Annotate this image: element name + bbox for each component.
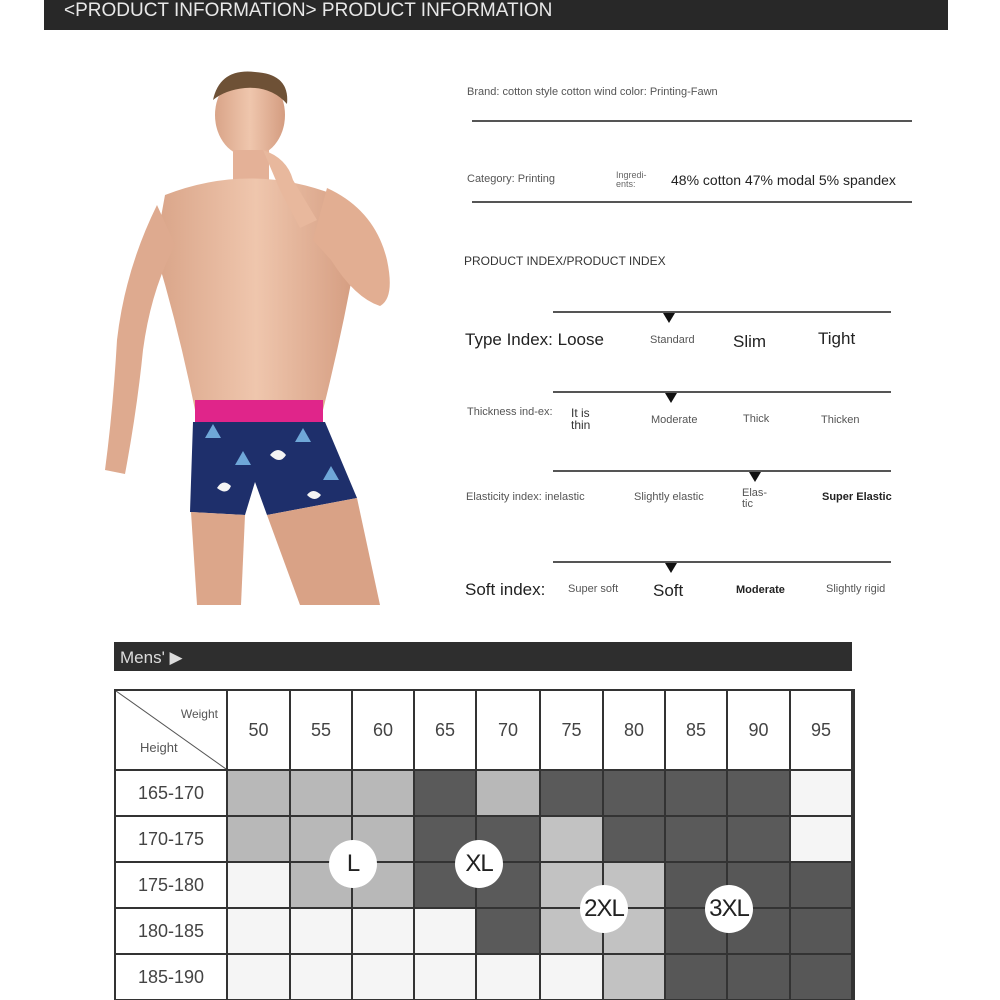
size-cell — [291, 771, 351, 815]
type-index-label: Type Index: Loose — [465, 330, 604, 349]
ingredients-label: Ingredi-ents: — [616, 170, 647, 189]
weight-header: 85 — [666, 691, 726, 769]
thickness-option-thicken: Thicken — [821, 414, 860, 426]
type-option-tight: Tight — [818, 329, 856, 348]
size-badge: L — [329, 840, 377, 888]
elasticity-index-marker — [749, 472, 761, 482]
weight-header: 80 — [604, 691, 664, 769]
weight-header: 75 — [541, 691, 602, 769]
size-cell — [291, 909, 351, 953]
weight-header: 50 — [228, 691, 289, 769]
weight-header: 60 — [353, 691, 413, 769]
elasticity-index-label: Elasticity index: inelastic — [466, 491, 585, 503]
size-cell — [791, 817, 851, 861]
size-badge: 3XL — [705, 885, 753, 933]
size-cell — [477, 955, 539, 999]
corner-weight-label: Weight — [180, 707, 218, 721]
corner-diagonal — [116, 691, 226, 769]
page-banner: <PRODUCT INFORMATION> PRODUCT INFORMATION — [44, 0, 948, 30]
type-index-marker — [663, 313, 675, 323]
size-cell — [541, 817, 602, 861]
size-cell — [415, 771, 475, 815]
height-row-label: 165-170 — [116, 771, 226, 815]
weight-header: 65 — [415, 691, 475, 769]
size-badge: XL — [455, 840, 503, 888]
type-index-scale — [553, 311, 891, 313]
size-cell — [791, 863, 851, 907]
type-option-standard: Standard — [650, 334, 695, 346]
soft-index-scale — [553, 561, 891, 563]
height-row-label: 180-185 — [116, 909, 226, 953]
soft-option-moderate: Moderate — [736, 584, 785, 596]
weight-header: 55 — [291, 691, 351, 769]
size-cell — [541, 771, 602, 815]
size-cell — [477, 771, 539, 815]
size-cell — [228, 909, 289, 953]
size-cell — [728, 955, 789, 999]
soft-option-slightly-rigid: Slightly rigid — [826, 583, 886, 595]
size-cell — [666, 771, 726, 815]
elasticity-index-scale — [553, 470, 891, 472]
type-option-slim: Slim — [733, 332, 767, 351]
corner-height-label: Height — [140, 740, 178, 755]
size-cell — [728, 817, 789, 861]
size-cell — [666, 817, 726, 861]
height-row-label: 175-180 — [116, 863, 226, 907]
size-cell — [415, 909, 475, 953]
weight-header: 70 — [477, 691, 539, 769]
size-chart-corner — [116, 691, 226, 769]
size-cell — [228, 771, 289, 815]
thickness-index-marker — [665, 393, 677, 403]
size-cell — [604, 817, 664, 861]
weight-header: 95 — [791, 691, 851, 769]
mens-section-title: Mens' ▶ — [114, 642, 852, 671]
size-badge: 2XL — [580, 885, 628, 933]
size-cell — [353, 771, 413, 815]
soft-index-label: Soft index: — [465, 580, 546, 599]
size-cell — [228, 955, 289, 999]
elasticity-option-elastic: Elas-tic — [742, 487, 768, 510]
thickness-index-scale — [553, 391, 891, 393]
thickness-option-thick: Thick — [743, 413, 770, 425]
size-cell — [604, 771, 664, 815]
ingredients-value: 48% cotton 47% modal 5% spandex — [671, 172, 896, 188]
weight-header: 90 — [728, 691, 789, 769]
divider — [472, 120, 912, 122]
height-row-label: 170-175 — [116, 817, 226, 861]
height-row-label: 185-190 — [116, 955, 226, 999]
elasticity-option-slightly: Slightly elastic — [634, 491, 704, 503]
size-cell — [541, 955, 602, 999]
soft-option-soft: Soft — [653, 581, 684, 600]
size-cell — [604, 955, 664, 999]
size-cell — [415, 955, 475, 999]
category-text: Category: Printing — [467, 173, 556, 185]
size-cell — [791, 909, 851, 953]
size-cell — [791, 955, 851, 999]
size-chart — [114, 689, 855, 1000]
brand-line: Brand: cotton style cotton wind color: Printing-Fawn — [467, 86, 718, 98]
size-cell — [728, 771, 789, 815]
elasticity-option-super: Super Elastic — [822, 491, 892, 503]
soft-index-marker — [665, 563, 677, 573]
size-cell — [228, 817, 289, 861]
size-cell — [791, 771, 851, 815]
thickness-option-moderate: Moderate — [651, 414, 698, 426]
soft-option-super-soft: Super soft — [568, 583, 619, 595]
size-cell — [228, 863, 289, 907]
size-cell — [666, 955, 726, 999]
thickness-index-label: Thickness ind-ex: — [467, 406, 553, 418]
thickness-option-thin: It is thin — [571, 406, 591, 432]
model-photo — [95, 70, 405, 610]
product-index-heading: PRODUCT INDEX/PRODUCT INDEX — [464, 254, 666, 268]
size-cell — [353, 909, 413, 953]
size-cell — [291, 955, 351, 999]
size-cell — [477, 909, 539, 953]
size-cell — [353, 955, 413, 999]
divider — [472, 201, 912, 203]
